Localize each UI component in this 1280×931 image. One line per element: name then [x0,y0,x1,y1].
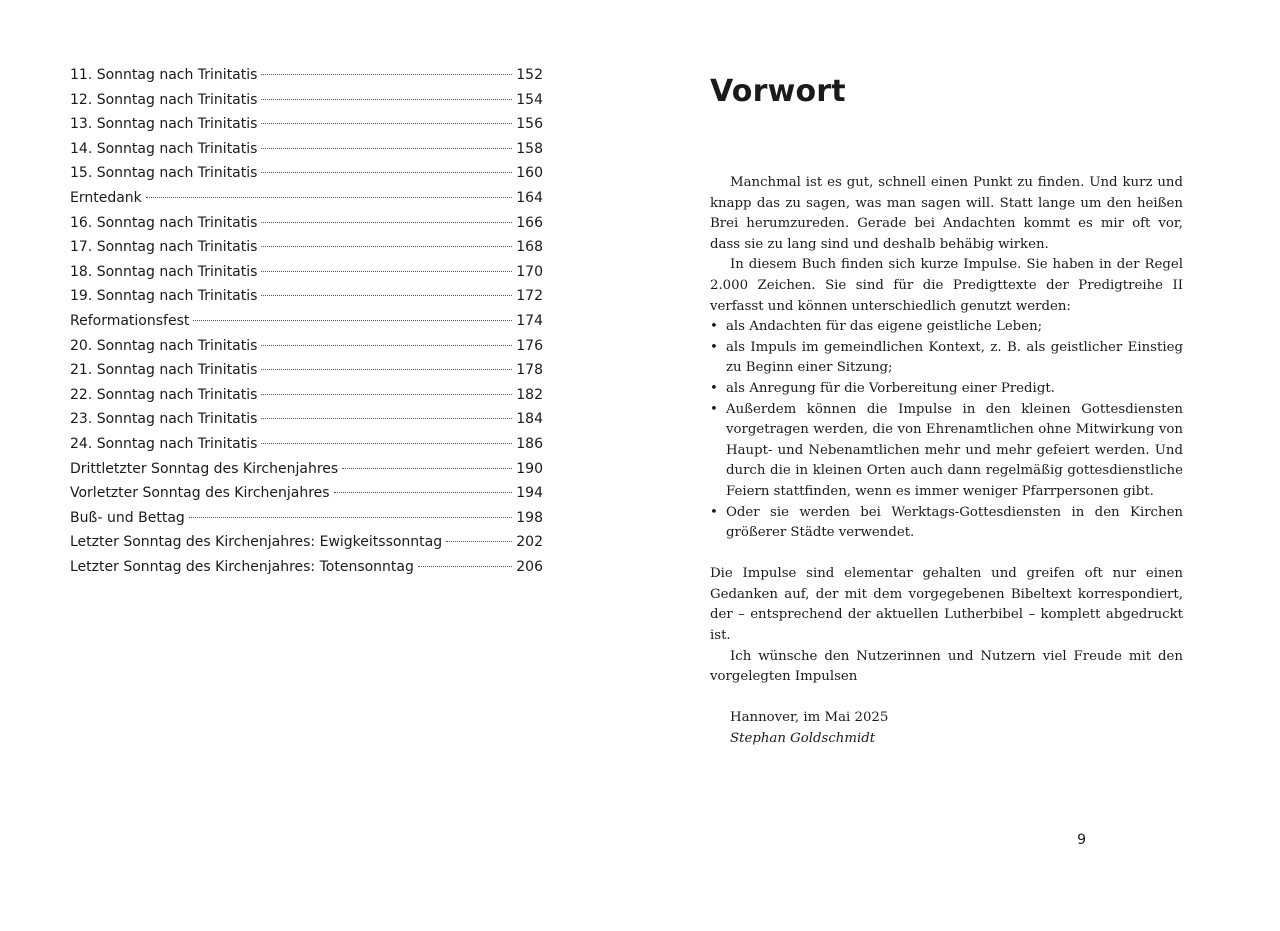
list-item [710,379,1183,400]
toc-entry-title: 14. Sonntag nach Trinitatis [70,140,258,157]
toc-entry-title: 15. Sonntag nach Trinitatis [70,165,258,182]
bullet-icon: • [710,319,718,335]
toc-dot-leader [261,74,512,75]
toc-entry-title: Drittletzter Sonntag des Kirchenjahres [70,460,339,477]
foreword-page [710,0,1183,931]
toc-dot-leader [261,123,512,124]
toc-entry-page: 190 [516,460,543,477]
toc-entry [70,506,543,531]
list-item [710,503,1183,544]
toc-entry [70,186,543,211]
foreword-body [710,173,1183,750]
bullet-icon: • [710,401,718,417]
toc-entry-title: 24. Sonntag nach Trinitatis [70,435,258,452]
toc-entry-page: 194 [516,485,543,502]
toc-entry [70,383,543,408]
toc-entry-title: 22. Sonntag nach Trinitatis [70,386,258,403]
toc-dot-leader [261,345,512,346]
toc-entry [70,407,543,432]
toc-entry-page: 202 [516,534,543,551]
toc-entry [70,211,543,236]
toc-entry [70,137,543,162]
list-item-text: als Anregung für die Vorbereitung einer Predigt. [726,380,1055,396]
toc-entry-page: 176 [516,337,543,354]
toc-entry-page: 186 [516,435,543,452]
toc-entry [70,63,543,88]
toc-entry [70,284,543,309]
toc-entry [70,457,543,482]
toc-entry-title: Buß- und Bettag [70,509,185,526]
toc-entry-page: 164 [516,189,543,206]
toc-entry-page: 198 [516,509,543,526]
list-item-text: Außerdem können die Impulse in den kleinen Gottesdiensten vorgetragen werden, die von Ehrenamtlichen ohne Mitwirkung von Haupt- und Nebenamtlichen mehr und mehr gefeiert werden. Und durch die in kleinen Orten auch dann regelmäßig gottesdienstliche Feiern stattfinden, wenn es immer weniger Pfarrpersonen gibt. [726,401,1183,499]
toc-entry-title: Letzter Sonntag des Kirchenjahres: Ewigkeitssonntag [70,534,443,551]
foreword-title: Vorwort [710,74,846,109]
paragraph-gap [710,688,1183,709]
toc-dot-leader [146,197,512,198]
toc-dot-leader [446,541,512,542]
toc-entry [70,260,543,285]
toc-dot-leader [261,369,512,370]
toc-dot-leader [334,492,513,493]
toc-dot-leader [261,394,512,395]
bullet-icon: • [710,380,718,396]
toc-dot-leader [418,566,512,567]
toc-entry-title: 12. Sonntag nach Trinitatis [70,91,258,108]
toc-entry-page: 158 [516,140,543,157]
toc-entry-page: 170 [516,263,543,280]
toc-entry-page: 152 [516,67,543,83]
author-signature: Stephan Goldschmidt [730,731,876,747]
toc-entry-title: 18. Sonntag nach Trinitatis [70,263,258,280]
toc-entry [70,309,543,334]
foreword-intro-paragraph: Manchmal ist es gut, schnell einen Punkt zu finden. Und kurz und knapp das zu sagen, was man sagen will. Statt lange um den heißen Brei herumzureden. Gerade bei Andachten kommt es mir oft vor, dass sie zu lang sind und deshalb behäbig wirken. [710,175,1183,252]
foreword-closing-paragraph: Die Impulse sind elementar gehalten und greifen oft nur einen Gedanken auf, der mit dem vorgegebenen Bibeltext korrespondiert, der – entsprechend der aktuellen Lutherbibel – komplett abgedruckt ist. [710,566,1183,644]
toc-entry-page: 182 [516,386,543,403]
toc-entry [70,481,543,506]
toc-entry-title: Erntedank [70,189,142,206]
toc-entry-page: 206 [516,558,543,575]
list-item [710,400,1183,503]
toc-dot-leader [261,148,512,149]
toc-entry [70,334,543,359]
toc-entry-page: 184 [516,411,543,428]
toc-entry-title: 13. Sonntag nach Trinitatis [70,116,258,133]
toc-entry-title: 21. Sonntag nach Trinitatis [70,362,258,379]
toc-entry-page: 178 [516,362,543,379]
toc-entry-title: 17. Sonntag nach Trinitatis [70,239,258,256]
toc-dot-leader [261,222,512,223]
usage-list [710,317,1183,544]
toc-dot-leader [261,271,512,272]
toc-dot-leader [261,246,512,247]
toc-dot-leader [342,468,512,469]
list-item [710,317,1183,338]
toc-entry-page: 174 [516,312,543,329]
list-item-text: als Andachten für das eigene geistliche Leben; [726,319,1043,335]
bullet-icon: • [710,504,718,520]
list-item [710,338,1183,379]
toc-entry-page: 154 [516,91,543,108]
toc-dot-leader [193,320,512,321]
toc-entry [70,555,543,580]
toc-entry-title: Vorletzter Sonntag des Kirchenjahres [70,485,330,502]
page-number: 9 [1077,832,1086,848]
toc-entry-page: 166 [516,214,543,231]
toc-entry-page: 168 [516,239,543,256]
toc-entry-title: 11. Sonntag nach Trinitatis [70,67,258,83]
toc-entry [70,112,543,137]
toc-dot-leader [261,172,512,173]
toc-entry [70,530,543,555]
toc-entry-title: Reformationsfest [70,312,190,329]
toc-entry-page: 156 [516,116,543,133]
foreword-second-paragraph: In diesem Buch finden sich kurze Impulse. Sie haben in der Regel 2.000 Zeichen. Sie sind für die Predigttexte der Predigtreihe II verfasst und können unterschiedlich genutzt werden: [710,257,1183,314]
toc-entry [70,161,543,186]
list-item-text: als Impuls im gemeindlichen Kontext, z. B. als geistlicher Einstieg zu Beginn einer Sitzung; [726,339,1183,376]
toc-entry-title: 19. Sonntag nach Trinitatis [70,288,258,305]
toc-entry [70,235,543,260]
toc-dot-leader [261,418,512,419]
toc-dot-leader [261,99,512,100]
toc-entry [70,358,543,383]
toc-entry-title: 23. Sonntag nach Trinitatis [70,411,258,428]
place-date: Hannover, im Mai 2025 [730,710,889,726]
toc-dot-leader [261,295,512,296]
toc-entry-title: Letzter Sonntag des Kirchenjahres: Totensonntag [70,558,414,575]
toc-entry-page: 172 [516,288,543,305]
list-item-text: Oder sie werden bei Werktags-Gottesdiensten in den Kirchen größerer Städte verwendet. [726,504,1183,541]
foreword-wish-paragraph: Ich wünsche den Nutzerinnen und Nutzern viel Freude mit den vorgelegten Impulsen [710,648,1183,685]
toc-entry-title: 20. Sonntag nach Trinitatis [70,337,258,354]
toc-dot-leader [261,443,512,444]
toc-dot-leader [189,517,512,518]
toc-entry [70,88,543,113]
paragraph-gap [710,544,1183,565]
table-of-contents [70,63,543,579]
bullet-icon: • [710,339,718,355]
toc-entry [70,432,543,457]
toc-entry-page: 160 [516,165,543,182]
toc-entry-title: 16. Sonntag nach Trinitatis [70,214,258,231]
